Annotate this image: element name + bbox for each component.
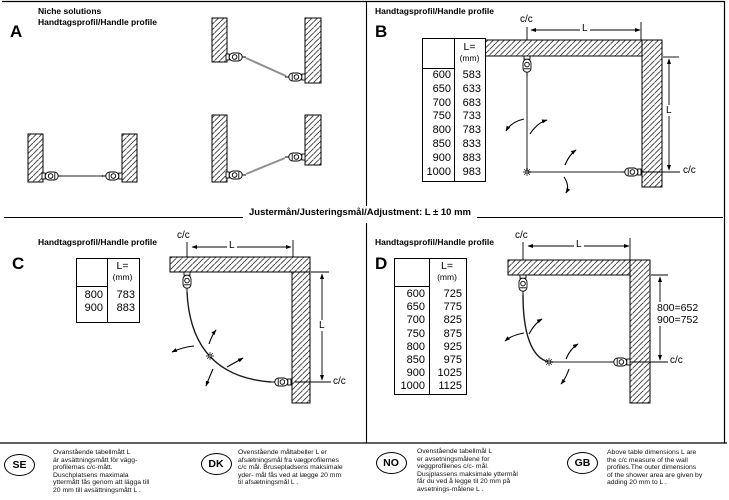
table-row: 900 883 xyxy=(84,302,135,314)
wall-hatched xyxy=(305,18,321,83)
wall-hatched xyxy=(642,40,662,187)
table-row: 650 633 xyxy=(432,82,481,95)
hinge-star-icon xyxy=(545,358,553,366)
handle-profile-icon xyxy=(621,168,641,176)
table-row: 600 725 xyxy=(406,288,462,300)
glass-panel-line xyxy=(246,58,286,76)
table-header: L= (mm) xyxy=(459,41,480,63)
table-row: 650 775 xyxy=(406,301,462,314)
swing-arrow-icon xyxy=(172,330,243,386)
l-dim-label: L xyxy=(582,23,588,34)
table-row: 1000 1125 xyxy=(400,380,462,393)
table-row: 750 733 xyxy=(432,110,481,123)
wall-hatched xyxy=(212,18,227,62)
handle-profile-icon xyxy=(271,378,291,386)
table-row: 900 883 xyxy=(432,151,481,164)
table-row: 600 583 xyxy=(432,69,481,81)
quadrant-b-letter: B xyxy=(375,22,388,41)
footer-text-dk: Ovenstående måltabeller L er afsætningsmål fra vægprofilernes c/c mål. Brusepladsens maksimale yder- mål fås ved at lægge 20 mm til afsætningsmål L . xyxy=(238,449,343,486)
wall-hatched xyxy=(212,115,227,182)
quadrant-a-title-line2: Handtagsprofil/Handle profile xyxy=(38,17,158,27)
table-row: 850 975 xyxy=(406,353,462,366)
glass-panel-line xyxy=(246,158,285,174)
table-body xyxy=(77,289,139,315)
footer-text-se: Ovanstående tabellmått L är avsättningsmått för vägg- profilernas c/c-mått. Duschplatsens maximala yttermått fås genom att lägga till 20 mm till avsättningsmått L . xyxy=(53,449,150,494)
table-row: 700 683 xyxy=(432,96,481,109)
wall-hatched xyxy=(455,40,662,56)
l-dim-label: L xyxy=(319,320,325,331)
language-badge-dk: DK xyxy=(201,453,232,475)
table-header: L= (mm) xyxy=(437,260,457,282)
cc-label: c/c xyxy=(177,230,190,241)
language-badge-no: NO xyxy=(376,452,407,474)
quadrant-d-diagram xyxy=(505,238,668,403)
hinge-star-icon xyxy=(523,168,531,176)
language-badge-gb: GB xyxy=(567,452,598,474)
dimension-line xyxy=(187,240,293,257)
quadrant-d-letter: D xyxy=(375,254,388,273)
dim-equivalence-note: 900=752 xyxy=(657,314,699,326)
table-header-underline xyxy=(395,286,429,287)
adjustment-note: Justermån/Justeringsmål/Adjustment: L ± 10 mm xyxy=(248,207,472,218)
cc-label: c/c xyxy=(333,376,346,387)
handle-profile-icon xyxy=(226,171,246,179)
cc-label: c/c xyxy=(683,165,696,176)
wall-hatched xyxy=(630,260,650,403)
table-row: 700 825 xyxy=(406,314,462,327)
quadrant-b-diagram xyxy=(455,22,680,193)
table-row: 900 1025 xyxy=(406,367,462,380)
l-dim-label: L xyxy=(229,240,235,251)
wall-hatched xyxy=(305,115,321,165)
table-body xyxy=(423,69,485,179)
footer-text-no: Ovenstående tabellmål L er avsetningsmålene for veggprofilenes c/c- mål. Dusjplassens maksimale yttermål får du ved å legge til 20 mm på avsetnings-målene L . xyxy=(417,448,518,493)
table-header-underline xyxy=(77,286,107,287)
curved-glass-panel xyxy=(523,295,549,362)
table-header: L= (mm) xyxy=(112,260,133,282)
footer-text-gb: Above table dimensions L are the c/c measure of the wall profiles.The outer dimensions of the shower area are given by adding 20 mm to L . xyxy=(607,449,703,486)
dim-equivalence-note: 800=652 xyxy=(657,302,699,314)
swing-arrow-icon xyxy=(505,319,578,384)
cc-label: c/c xyxy=(670,355,683,366)
handle-profile-icon xyxy=(102,172,122,180)
quadrant-a-letter: A xyxy=(10,22,23,41)
wall-hatched xyxy=(122,134,137,182)
quadrant-c-title: Handtagsprofil/Handle profile xyxy=(38,237,158,247)
handle-profile-icon xyxy=(226,53,246,61)
l-dim-label: L xyxy=(666,105,672,116)
l-dim-label: L xyxy=(576,239,582,250)
size-table-b xyxy=(422,38,486,182)
swing-arrow-icon xyxy=(506,119,576,193)
size-table-c xyxy=(76,258,140,323)
handle-profile-icon xyxy=(519,275,527,295)
handle-profile-icon xyxy=(610,358,630,366)
wall-hatched xyxy=(292,272,310,403)
quadrant-c-diagram xyxy=(170,240,331,403)
wall-hatched xyxy=(28,134,43,182)
table-row: 850 833 xyxy=(432,137,481,150)
table-row: 1000 983 xyxy=(426,165,481,178)
quadrant-a-diagram xyxy=(28,18,321,182)
handle-profile-icon xyxy=(285,153,305,161)
handle-profile-icon xyxy=(183,272,191,292)
hinge-star-icon xyxy=(206,352,214,360)
table-row: 800 783 xyxy=(432,124,481,137)
quadrant-a-title-line1: Niche solutions xyxy=(38,6,102,16)
quadrant-d-title: Handtagsprofil/Handle profile xyxy=(375,237,495,247)
curved-glass-panel xyxy=(187,292,271,382)
cc-label: c/c xyxy=(520,14,533,25)
language-badge-se: SE xyxy=(4,454,35,476)
cc-label: c/c xyxy=(515,230,528,241)
quadrant-c-letter: C xyxy=(12,254,25,273)
handle-profile-icon xyxy=(42,172,62,180)
wall-hatched xyxy=(508,260,650,275)
size-table-d xyxy=(394,258,467,395)
table-row: 750 875 xyxy=(406,327,462,340)
page-rules xyxy=(0,1,727,443)
wall-hatched xyxy=(170,257,310,272)
handle-profile-icon xyxy=(285,73,305,81)
table-body xyxy=(395,288,466,394)
table-row: 800 925 xyxy=(406,340,462,353)
quadrant-b-title: Handtagsprofil/Handle profile xyxy=(375,6,495,16)
table-row: 800 783 xyxy=(84,289,135,301)
handle-profile-icon xyxy=(523,56,531,76)
